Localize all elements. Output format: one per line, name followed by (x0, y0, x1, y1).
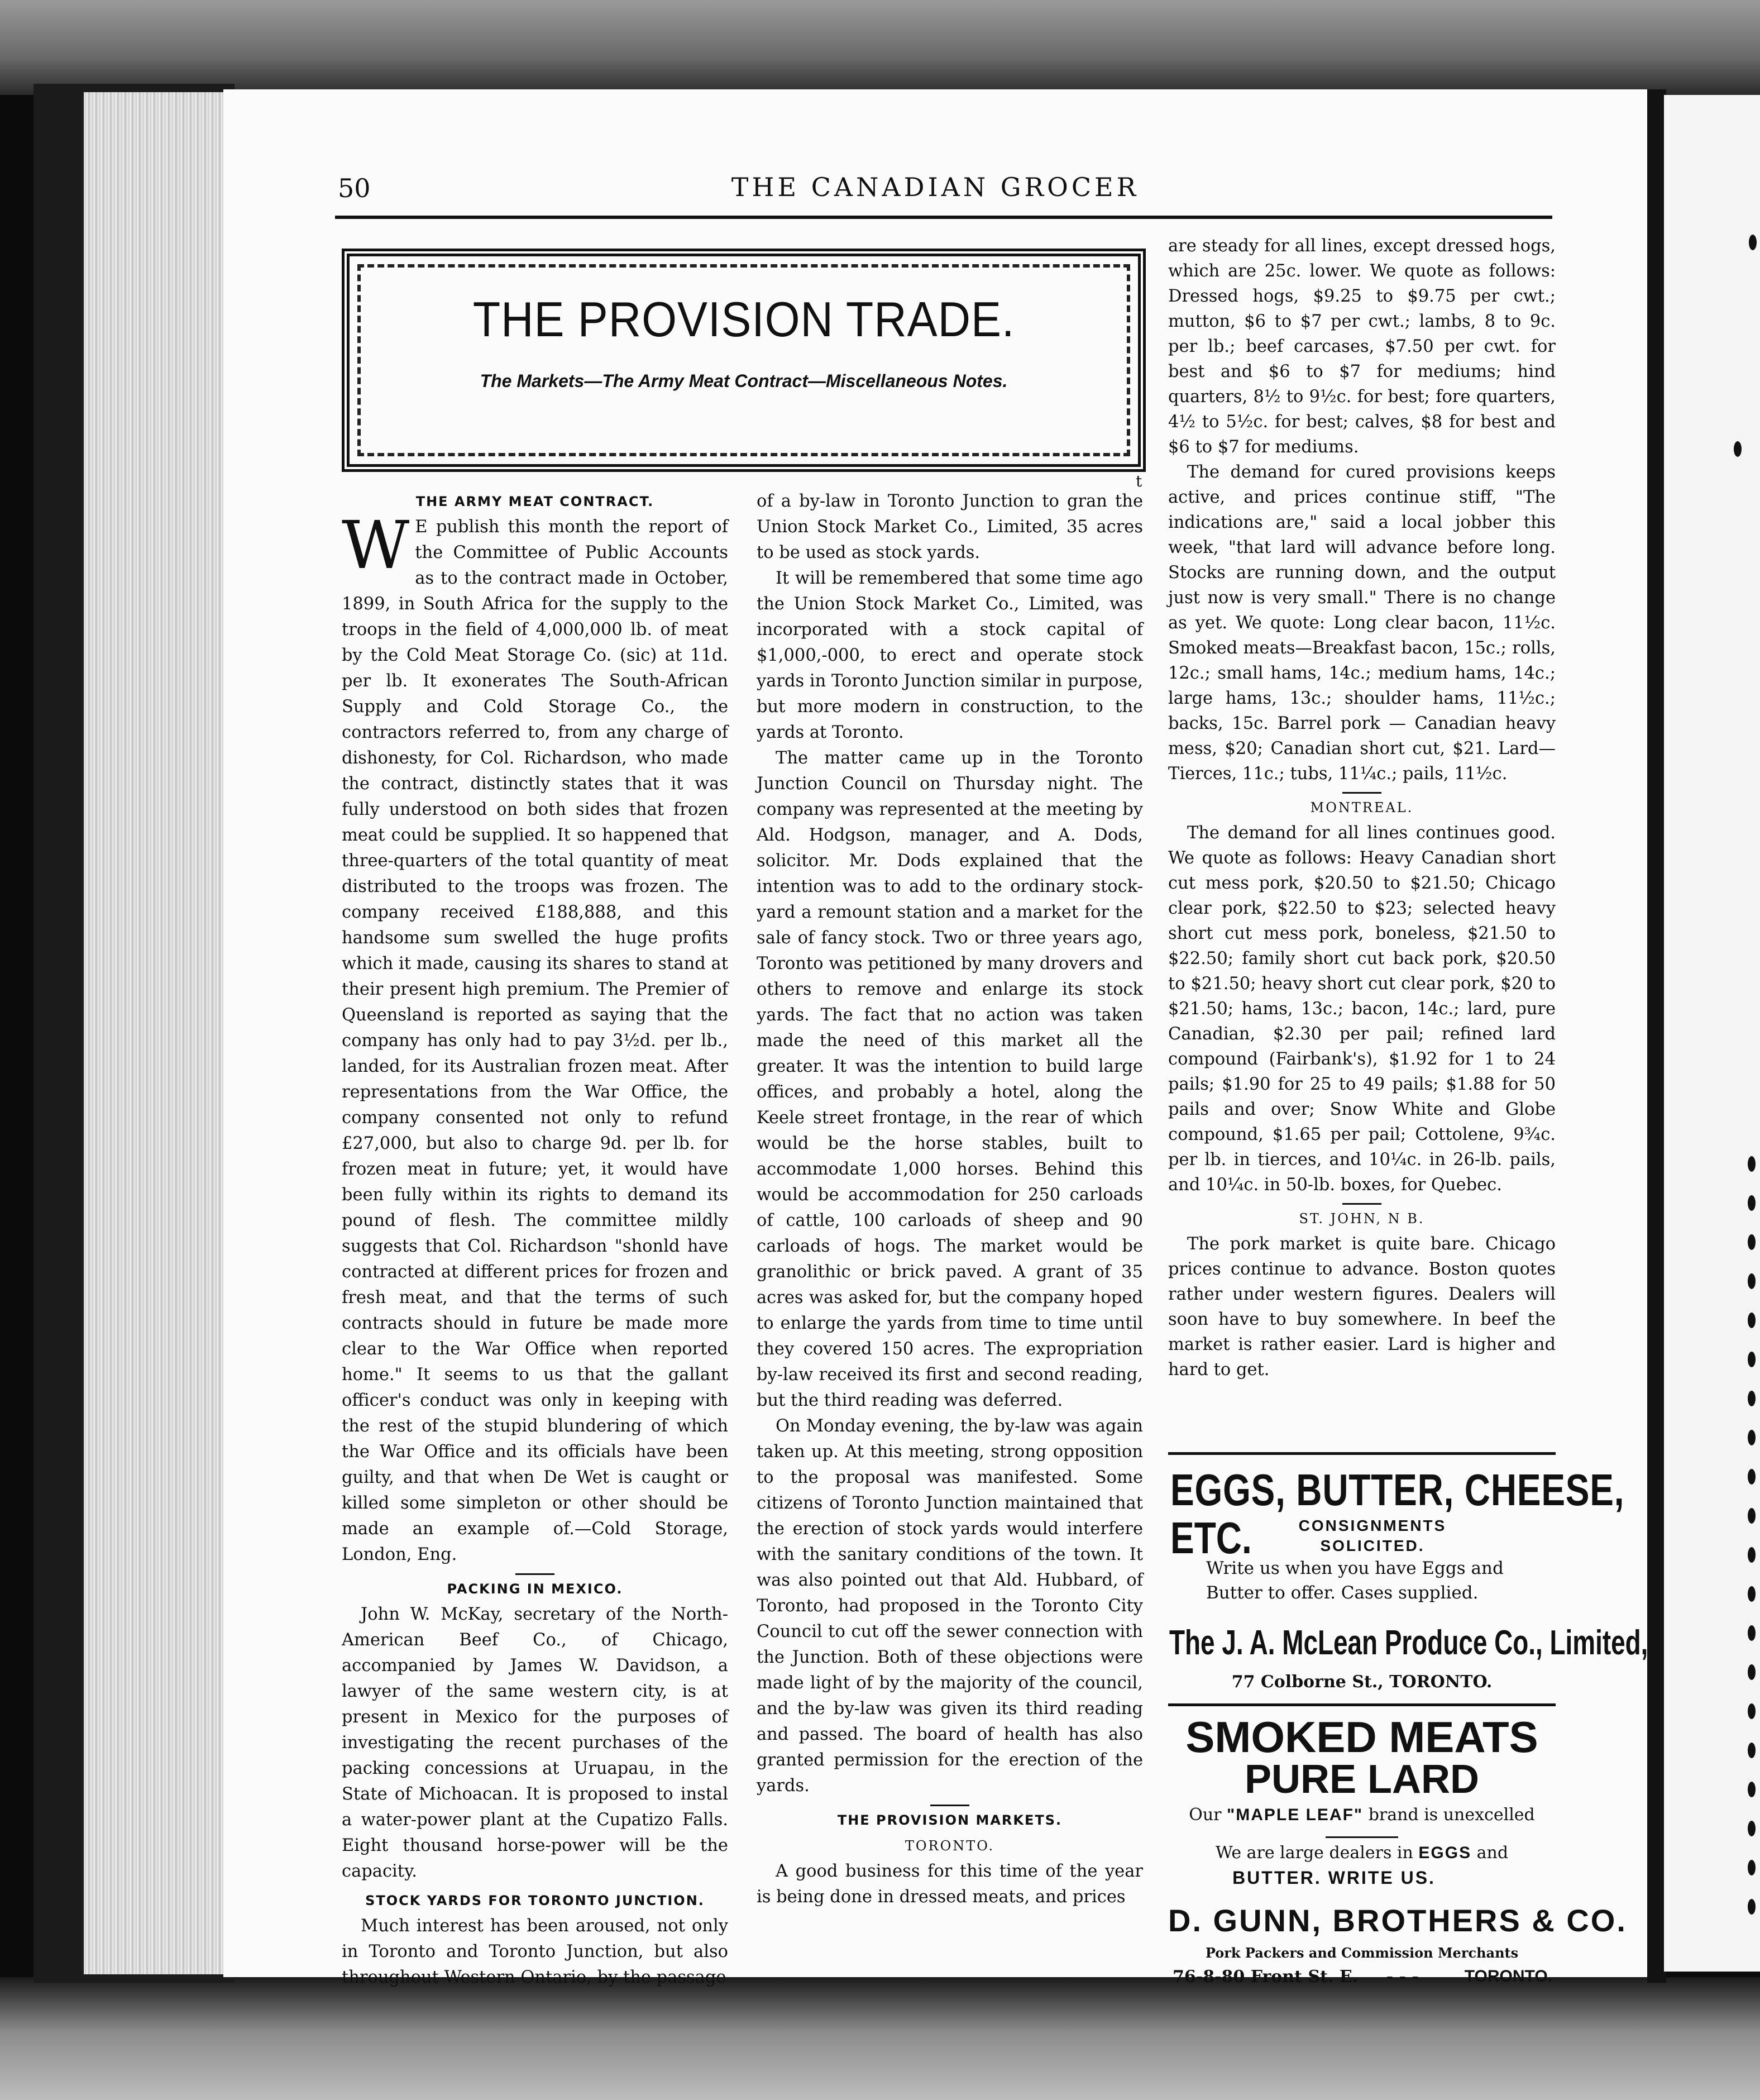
column-2 (757, 489, 1143, 1910)
ad-brand-name: "MAPLE LEAF" (1227, 1806, 1364, 1824)
ad-headline: PURE LARD (1244, 1757, 1479, 1802)
ad-firm-name: D. GUNN, BROTHERS & CO. (1168, 1903, 1627, 1938)
subsection-heading: ST. JOHN, N B. (1299, 1211, 1425, 1226)
ad-address: 76-8-80 Front St. E. - - - TORONTO. (1173, 1967, 1552, 1987)
article-paragraph: On Monday evening, the by-law was again taken up. At this meeting, strong opposition to the proposal was manifested. Some citizens of Toronto Junction maintained that the erection of stock yards would interfere with the sanitary conditions of the town. It was also pointed out that Ald. Hubbard, of Toronto, had proposed in the Toronto City Council to cut off the sewer connection with the Junction. Both of these objections were made light of by the majority of the council, and the by-law was given its third reading and passed. The board of health has also granted permission for the erection of the yards. (757, 1416, 1143, 1796)
ad-copy: Write us when you have Eggs and Butter to offer. Cases supplied. (1206, 1558, 1504, 1603)
newspaper-page (223, 89, 1648, 1987)
header-rule (335, 216, 1552, 219)
ad-headline: SMOKED MEATS (1185, 1712, 1538, 1762)
article-paragraph: The demand for all lines continues good. We quote as follows: Heavy Canadian short cut mess pork, $20.50 to $21.50; Chicago clear pork, $22.50 to $23; selected heavy short cut mess pork, boneless, $21.50 to $22.50; family short cut back pork, $20.50 to $21.50; heavy short cut clear pork, $20 to $21.50; hams, 13c.; bacon, 14c.; lard, pure Canadian, $2.30 per pail; refined lard compound (Fairbank's), $1.92 for 1 to 24 pails; $1.90 for 25 to 49 pails; $1.88 for 50 pails and over; Snow White and Globe compound, $1.65 per pail; Cottolene, 9¾c. per lb. in tierces, and 10¼c. in 26-lb. pails, and 10¼c. in 50-lb. boxes, for Quebec. (1168, 823, 1556, 1195)
facing-page (1664, 95, 1760, 1972)
section-separator (1342, 792, 1381, 794)
ad-dealers-line: We are large dealers in EGGS and (1215, 1843, 1509, 1863)
ad-headline: ETC. (1170, 1513, 1252, 1563)
headline-box (342, 249, 1146, 472)
article-paragraph: W E publish this month the report of the Committee of Public Accounts as to the contract made in October, 1899, in South Africa for the supply to the troops in the field of 4,000,000 lb. of meat by the Cold Meat Storage Co. (sic) at 11d. per lb. It exonerates The South-African Supply and Cold Storage Co., the contractors referred to, from any charge of dishonesty, for Col. Richardson, who made the contract, distinctly states that it was fully understood on both sides that frozen meat could be supplied. It so happened that three-quarters of the total quantity of meat distributed to the troops was frozen. The company received £188,888, and this handsome sum swelled the huge profits which it made, causing its shares to stand at their present high premium. The Premier of Queensland is reported as saying that the company has only had to pay 3½d. per lb., landed, for its Australian frozen meat. After representations from the War Office, the company consented not only to refund £27,000, but also to charge 9d. per lb. for frozen meat in future; yet, it would have been fully within its rights to demand its pound of flesh. The committee mildly suggests that Col. Richardson "shonld have contracted at different prices for frozen and fresh meat, and that the terms of such contracts should in future be made more clear to the War Office when reported home." It seems to us that the gallant officer's conduct was only in keeping with the rest of the stupid blundering of which the War Office and its officials have been guilty, and that when De Wet is caught or killed some simpleton or other should be made an example of.—Cold Storage, London, Eng. (342, 507, 728, 1564)
section-separator (515, 1573, 554, 1575)
section-heading: STOCK YARDS FOR TORONTO JUNCTION. (365, 1893, 705, 1908)
facing-page-gutter (1647, 89, 1666, 1983)
ad-address: 77 Colborne St., TORONTO. (1231, 1672, 1493, 1692)
ad-rule (1168, 1452, 1556, 1455)
article-paragraph: John W. McKay, secretary of the North-American Beef Co., of Chicago, accompanied by James W. Davidson, a lawyer of the same western city, is at present in Mexico for the purposes of investigating the recent purchases of the packing concessions at Uruapau, in the State of Michoacan. It is proposed to instal a water-power plant at the Cupatizo Falls. Eight thousand horse-power will be the capacity. (342, 1605, 728, 1881)
ad-description: Pork Packers and Commission Merchants (1205, 1945, 1519, 1961)
column-1 (342, 489, 728, 1991)
subsection-heading: MONTREAL. (1310, 800, 1414, 815)
column-3 (1168, 233, 1556, 1382)
ad-rule (1168, 1703, 1556, 1706)
article-paragraph: The demand for cured provisions keeps active, and prices continue stiff, "The indications are," said a local jobber this week, "that lard will advance before long. Stocks are running down, and the output just now is very small." There is no change as yet. We quote: Long clear bacon, 11½c. Smoked meats—Breakfast bacon, 15c.; rolls, 12c.; small hams, 14c.; medium hams, 14c.; large hams, 13c.; shoulder hams, 11½c.; backs, 15c. Barrel pork — Canadian heavy mess, $20; Canadian short cut, $21. Lard—Tierces, 11c.; tubs, 11¼c.; pails, 11½c. (1168, 462, 1556, 784)
headline: THE PROVISION TRADE. (472, 292, 1015, 347)
article-paragraph: A good business for this time of the year is being done in dressed meats, and prices (757, 1862, 1143, 1907)
section-heading: THE PROVISION MARKETS. (837, 1812, 1063, 1828)
page-edges (84, 92, 235, 1974)
article-paragraph: of a by-law in Toronto Junction to gran the Union Stock Market Co., Limited, 35 acres to be used as stock yards. (757, 491, 1143, 562)
scan-background-top (0, 0, 1760, 95)
subsection-heading: TORONTO. (905, 1838, 995, 1854)
article-paragraph: The matter came up in the Toronto Junction Council on Thursday night. The company was represented at the meeting by Ald. Hodgson, manager, and A. Dods, solicitor. Mr. Dods explained that the intention was to add to the ordinary stock-yard a remount station and a market for the sale of fancy stock. Two or three years ago, Toronto was petitioned by many drovers and others to remove and enlarge its stock yards. The fact that no action was taken made the need of this market all the greater. It was the intention to build large offices, and probably a hotel, along the Keele street frontage, in the rear of which would be the horse stables, built to accommodate 1,000 horses. Behind this would be accommodation for 250 carloads of cattle, 100 carloads of sheep and 90 carloads of hogs. The market would be granolithic or brick paved. A grant of 35 acres was asked for, but the company hoped to enlarge the yards from time to time until they covered 150 acres. The expropriation by-law received its first and second reading, but the third reading was deferred. (757, 748, 1143, 1410)
stray-character: t (1136, 472, 1142, 490)
article-paragraph: Much interest has been aroused, not only in Toronto and Toronto Junction, but also throughout Western Ontario, by the passage (342, 1916, 728, 1987)
running-title: THE CANADIAN GROCER (731, 172, 1140, 202)
scan-background-bottom (0, 1977, 1760, 2100)
article-paragraph: It will be remembered that some time ago the Union Stock Market Co., Limited, was incorporated with a stock capital of $1,000,-000, to erect and operate stock yards in Toronto Junction similar in purpose, but more modern in construction, to the yards at Toronto. (757, 569, 1143, 742)
article-paragraph: are steady for all lines, except dressed hogs, which are 25c. lower. We quote as follows: Dressed hogs, $9.25 to $9.75 per cwt.; mutton, $6 to $7 per cwt.; lambs, 8 to 9c. per lb.; beef carcases, $7.50 per cwt. for best and $6 to $7 for mediums; hind quarters, 8½ to 9½c. for best; fore quarters, 4½ to 5½c. for best; calves, $8 for best and $6 to $7 for mediums. (1168, 236, 1556, 457)
section-separator (930, 1805, 969, 1806)
ad-headline: EGGS, BUTTER, CHEESE, (1170, 1465, 1625, 1515)
section-heading: PACKING IN MEXICO. (447, 1581, 623, 1597)
section-heading: THE ARMY MEAT CONTRACT. (415, 494, 654, 509)
ad-separator (1326, 1836, 1398, 1838)
ad-consignments: CONSIGNMENTS (1298, 1517, 1447, 1534)
ad-firm-name: The J. A. McLean Produce Co., Limited, (1169, 1624, 1648, 1662)
drop-cap: W (342, 507, 410, 584)
ad-solicited: SOLICITED. (1320, 1537, 1425, 1554)
ad-brand-line: Our "MAPLE LEAF" brand is unexcelled (1189, 1805, 1535, 1825)
page-number: 50 (338, 173, 371, 203)
section-separator (1342, 1203, 1381, 1205)
headline-subtitle: The Markets—The Army Meat Contract—Miscellaneous Notes. (480, 371, 1008, 391)
article-paragraph: The pork market is quite bare. Chicago prices continue to advance. Boston quotes rather under western figures. Dealers will soon have to buy somewhere. In beef the market is rather easier. Lard is higher and hard to get. (1168, 1234, 1556, 1380)
ad-write-us: BUTTER. WRITE US. (1232, 1868, 1436, 1888)
